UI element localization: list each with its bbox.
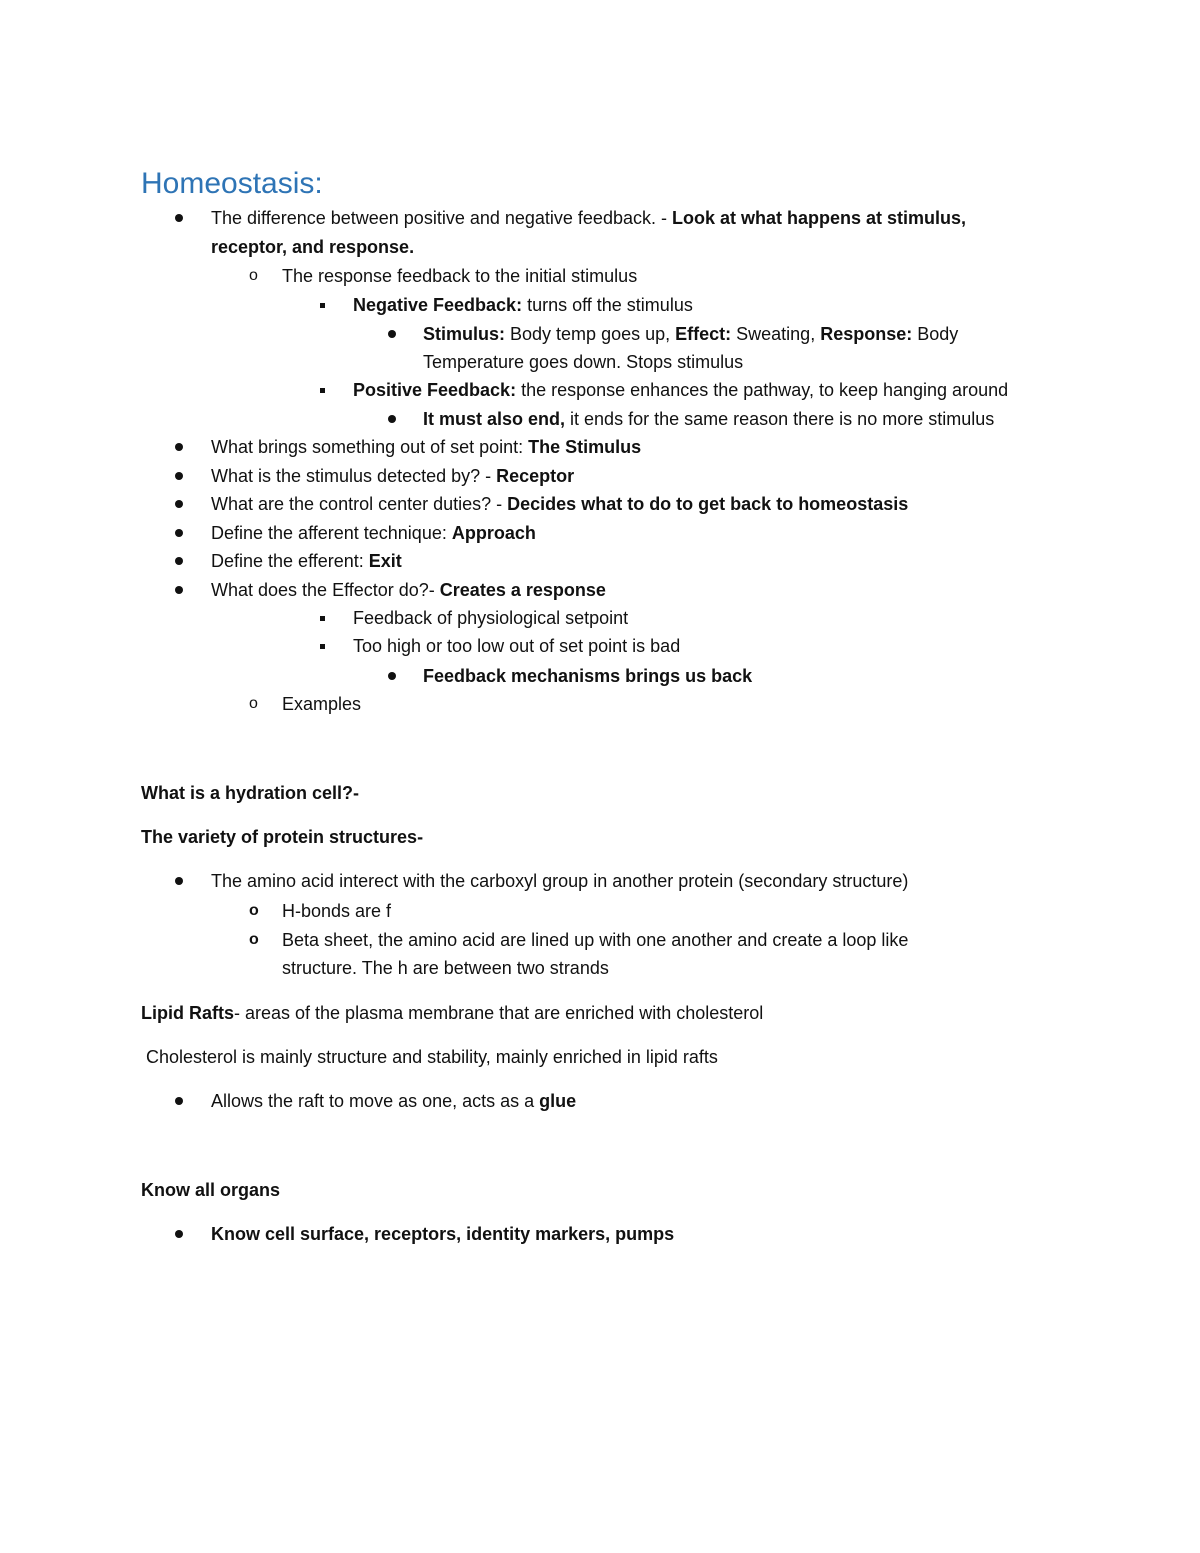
section-heading: Know all organs — [141, 1180, 281, 1200]
bullet-marker — [388, 672, 396, 680]
list-item: The difference between positive and negative feedback. - Look at what happens at stimulus, — [211, 208, 967, 228]
list-item: What are the control center duties? - Decides what to do to get back to homeostasis — [211, 494, 909, 514]
list-item-continuation: receptor, and response. — [211, 237, 415, 257]
circle-marker: o — [249, 695, 258, 712]
bullet-marker — [175, 529, 183, 537]
list-item: What does the Effector do?- Creates a response — [211, 580, 606, 600]
square-marker — [320, 644, 325, 649]
list-item: The amino acid interect with the carboxyl group in another protein (secondary structure) — [211, 871, 909, 891]
bullet-marker — [175, 1230, 183, 1238]
list-item: Feedback mechanisms brings us back — [423, 666, 753, 686]
list-item: Negative Feedback: turns off the stimulus — [353, 295, 693, 315]
list-item: It must also end, it ends for the same reason there is no more stimulus — [423, 409, 995, 429]
list-item: Beta sheet, the amino acid are lined up with one another and create a loop like — [282, 930, 909, 950]
section-heading: The variety of protein structures- — [141, 827, 424, 847]
bullet-marker — [175, 443, 183, 451]
bullet-marker — [175, 877, 183, 885]
list-item: The response feedback to the initial stimulus — [282, 266, 638, 286]
list-item: Feedback of physiological setpoint — [353, 608, 629, 628]
list-item: What is the stimulus detected by? - Receptor — [211, 466, 575, 486]
bullet-marker — [388, 415, 396, 423]
circle-marker: o — [249, 931, 259, 948]
bullet-marker — [388, 330, 396, 338]
square-marker — [320, 616, 325, 621]
list-item: Know cell surface, receptors, identity markers, pumps — [211, 1224, 675, 1244]
list-item-continuation: Temperature goes down. Stops stimulus — [423, 352, 744, 372]
circle-marker: o — [249, 267, 258, 284]
page-title: Homeostasis: — [141, 167, 323, 200]
bullet-marker — [175, 557, 183, 565]
list-item: Examples — [282, 694, 362, 714]
bullet-marker — [175, 472, 183, 480]
list-item: Too high or too low out of set point is bad — [353, 636, 681, 656]
paragraph: Lipid Rafts- areas of the plasma membrane that are enriched with cholesterol — [141, 1003, 764, 1023]
section-heading: What is a hydration cell?- — [141, 783, 360, 803]
list-item: What brings something out of set point: The Stimulus — [211, 437, 642, 457]
square-marker — [320, 303, 325, 308]
list-item: Define the efferent: Exit — [211, 551, 402, 571]
list-item: Positive Feedback: the response enhances the pathway, to keep hanging around — [353, 380, 1009, 400]
bullet-marker — [175, 500, 183, 508]
list-item-continuation: structure. The h are between two strands — [282, 958, 609, 978]
bullet-marker — [175, 586, 183, 594]
list-item: H-bonds are f — [282, 901, 392, 921]
square-marker — [320, 388, 325, 393]
list-item: Stimulus: Body temp goes up, Effect: Sweating, Response: Body — [423, 324, 959, 344]
bullet-marker — [175, 1097, 183, 1105]
circle-marker: o — [249, 902, 259, 919]
bullet-marker — [175, 214, 183, 222]
list-item: Define the afferent technique: Approach — [211, 523, 536, 543]
list-item: Allows the raft to move as one, acts as a glue — [211, 1091, 577, 1111]
paragraph: Cholesterol is mainly structure and stability, mainly enriched in lipid rafts — [141, 1047, 718, 1067]
